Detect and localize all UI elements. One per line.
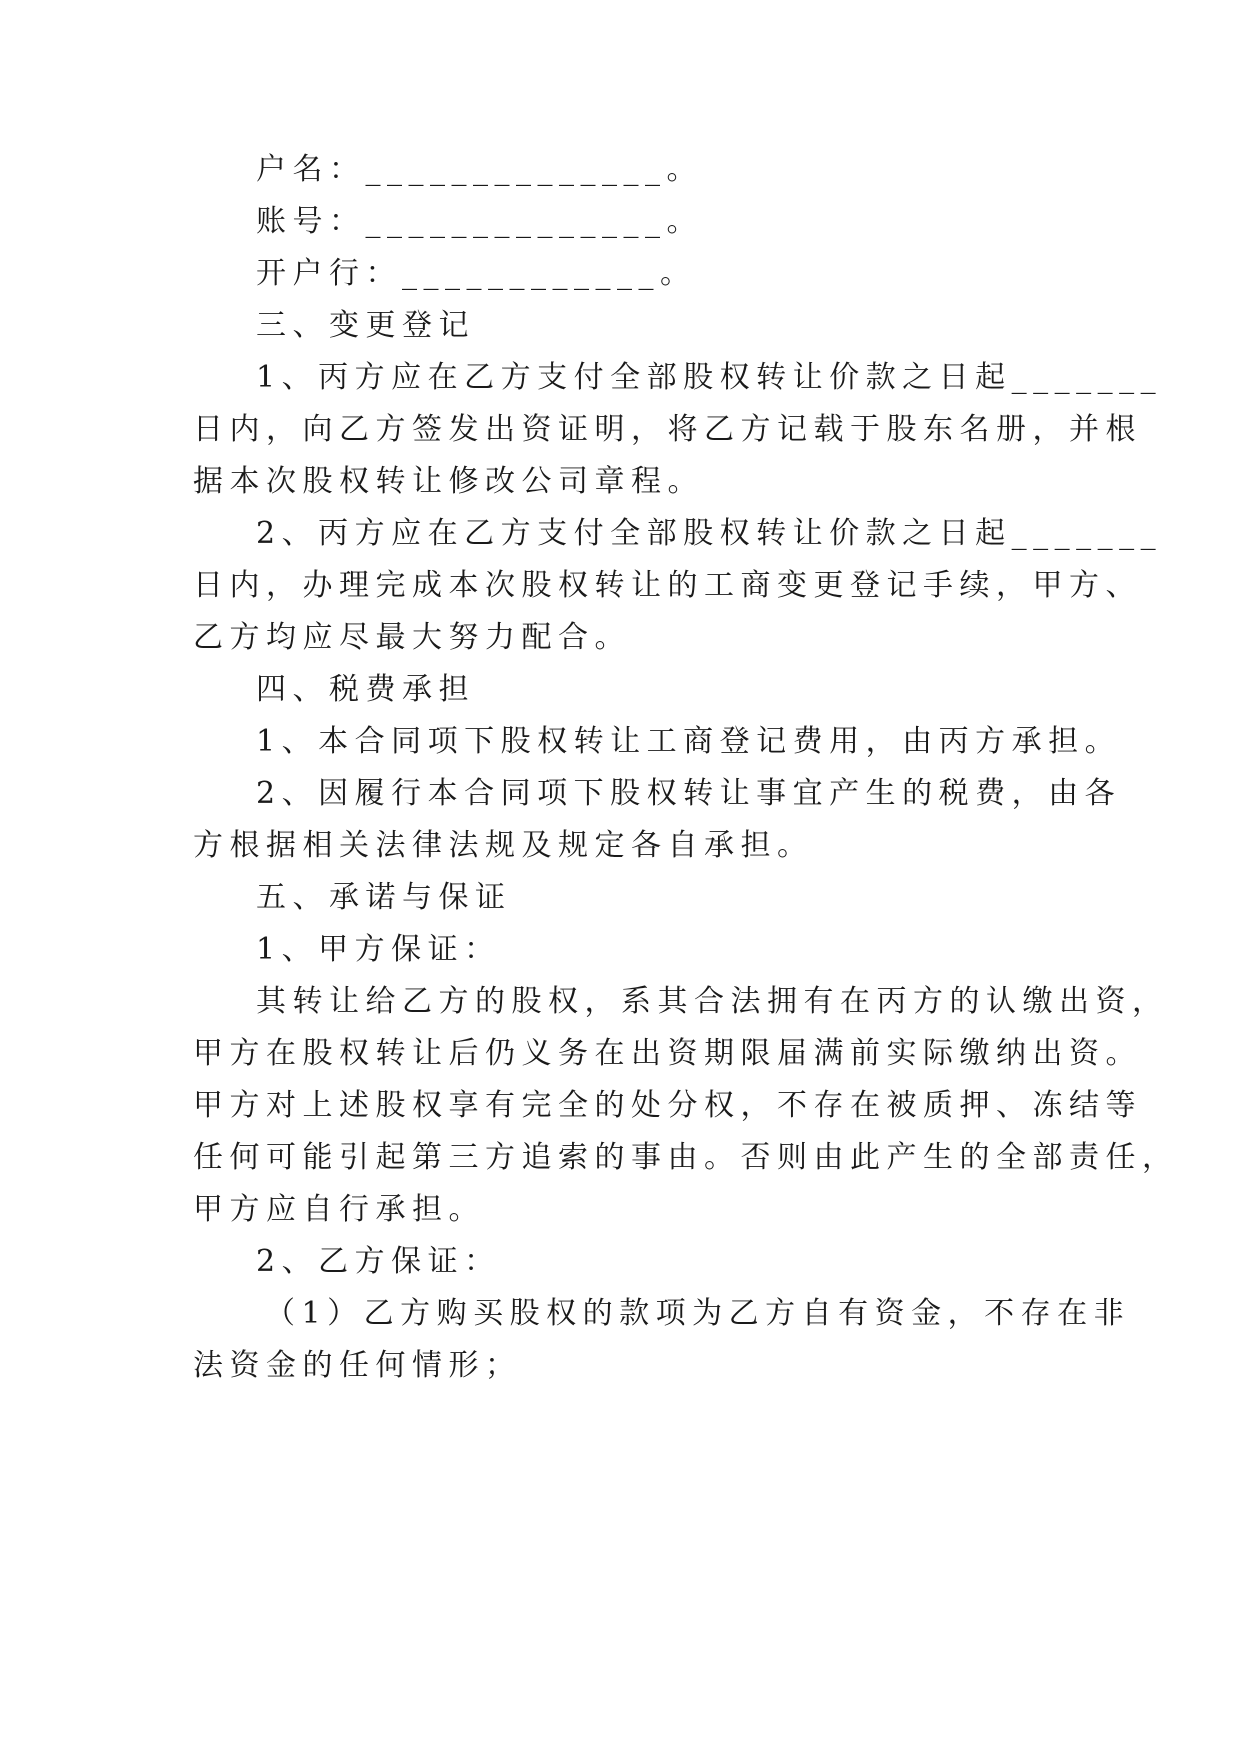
paragraph-line: 甲方应自行承担。 xyxy=(193,1192,485,1227)
paragraph-line: 1、本合同项下股权转让工商登记费用，由丙方承担。 xyxy=(256,724,1122,759)
account-number-line: 账号：______________。 xyxy=(256,204,703,239)
paragraph-line: 2、因履行本合同项下股权转让事宜产生的税费，由各 xyxy=(256,776,1122,811)
paragraph-line: 任何可能引起第三方追索的事由。否则由此产生的全部责任， xyxy=(193,1140,1179,1175)
sub-heading: 1、甲方保证： xyxy=(256,932,501,967)
section-heading: 五、承诺与保证 xyxy=(256,880,512,915)
paragraph-line: 甲方对上述股权享有完全的处分权，不存在被质押、冻结等 xyxy=(193,1088,1142,1123)
sub-heading: 2、乙方保证： xyxy=(256,1244,501,1279)
section-heading: 三、变更登记 xyxy=(256,308,475,343)
paragraph-line: 乙方均应尽最大努力配合。 xyxy=(193,620,631,655)
paragraph-line: （1）乙方购买股权的款项为乙方自有资金，不存在非 xyxy=(265,1296,1131,1331)
paragraph-line: 法资金的任何情形； xyxy=(193,1348,522,1383)
paragraph-line: 1、丙方应在乙方支付全部股权转让价款之日起_______ xyxy=(256,360,1163,395)
paragraph-line: 甲方在股权转让后仍义务在出资期限届满前实际缴纳出资。 xyxy=(193,1036,1142,1071)
bank-name-line: 开户行：____________。 xyxy=(256,256,697,291)
account-name-line: 户名：______________。 xyxy=(256,152,703,187)
paragraph-line: 据本次股权转让修改公司章程。 xyxy=(193,464,704,499)
paragraph-line: 日内，向乙方签发出资证明，将乙方记载于股东名册，并根 xyxy=(193,412,1142,447)
section-heading: 四、税费承担 xyxy=(256,672,475,707)
paragraph-line: 方根据相关法律法规及规定各自承担。 xyxy=(193,828,814,863)
paragraph-line: 日内，办理完成本次股权转让的工商变更登记手续，甲方、 xyxy=(193,568,1142,603)
paragraph-line: 其转让给乙方的股权，系其合法拥有在丙方的认缴出资， xyxy=(256,984,1169,1019)
paragraph-line: 2、丙方应在乙方支付全部股权转让价款之日起_______ xyxy=(256,516,1163,551)
